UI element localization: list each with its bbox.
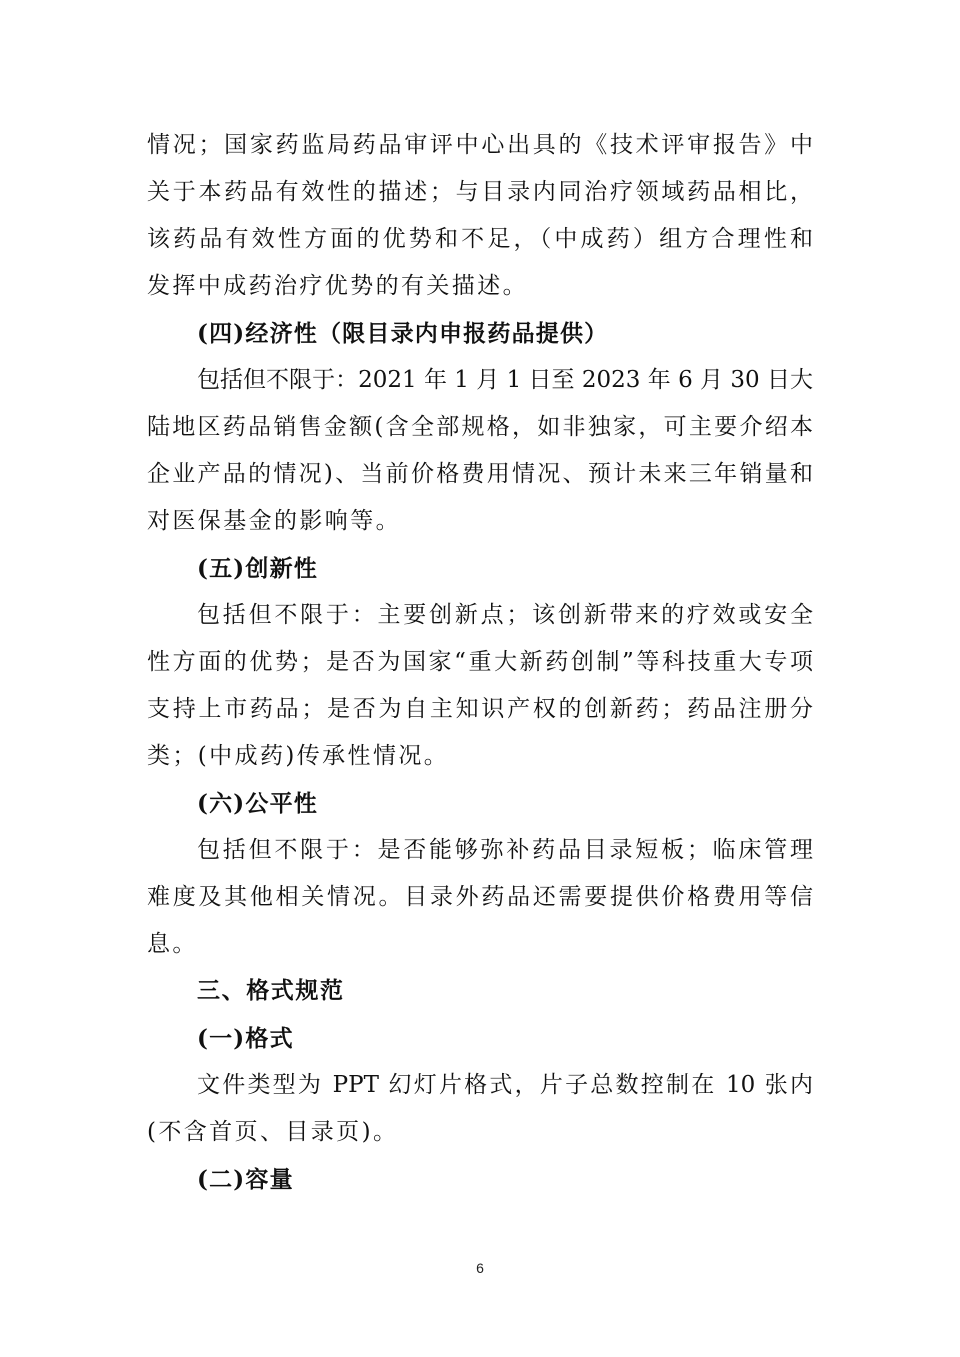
section-heading-innovation: (五)创新性 [197,555,318,582]
body-line: 该药品有效性方面的优势和不足，（中成药）组方合理性和 [147,226,813,252]
body-line: 性方面的优势；是否为国家“重大新药创制”等科技重大专项 [147,649,813,675]
body-line: 文件类型为 PPT 幻灯片格式，片子总数控制在 10 张内 [197,1072,813,1098]
section-heading-format: (一)格式 [197,1025,294,1052]
body-line: 陆地区药品销售金额(含全部规格，如非独家，可主要介绍本 [147,414,813,440]
page-number: 6 [476,1260,484,1276]
body-line: 情况；国家药监局药品审评中心出具的《技术评审报告》中 [147,132,813,158]
section-heading-fairness: (六)公平性 [197,790,318,817]
body-line: (不含首页、目录页)。 [147,1119,399,1145]
body-line: 企业产品的情况)、当前价格费用情况、预计未来三年销量和 [147,461,813,487]
body-line: 包括但不限于：是否能够弥补药品目录短板；临床管理 [197,837,813,863]
body-line: 包括但不限于：主要创新点；该创新带来的疗效或安全 [197,602,813,628]
body-line: 类；(中成药)传承性情况。 [147,743,450,769]
body-line: 发挥中成药治疗优势的有关描述。 [147,273,528,299]
body-line: 息。 [147,931,198,957]
body-line: 难度及其他相关情况。目录外药品还需要提供价格费用等信 [147,884,813,910]
body-line: 关于本药品有效性的描述；与目录内同治疗领域药品相比， [147,179,813,205]
document-body [147,122,813,1203]
body-line: 对医保基金的影响等。 [147,508,401,534]
body-line: 支持上市药品；是否为自主知识产权的创新药；药品注册分 [147,696,813,722]
chapter-heading-format-spec: 三、格式规范 [197,978,345,1004]
section-heading-capacity: (二)容量 [197,1166,294,1193]
section-heading-economy: (四)经济性（限目录内申报药品提供） [197,320,609,347]
body-line: 包括但不限于：2021 年 1 月 1 日至 2023 年 6 月 30 日大 [197,367,813,393]
